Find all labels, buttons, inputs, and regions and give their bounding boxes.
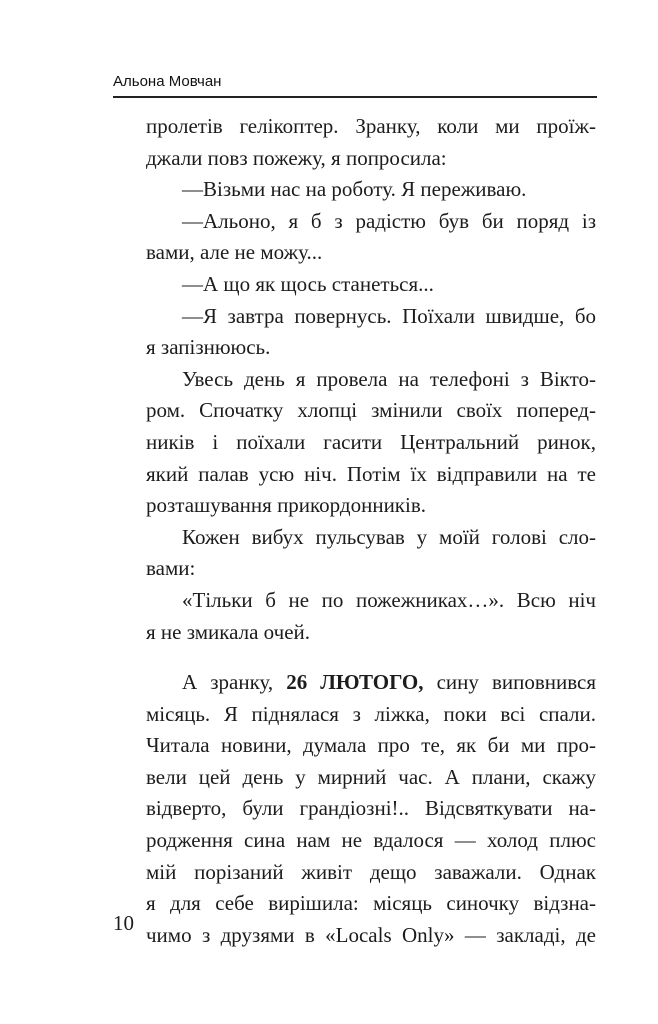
text-line: вами: xyxy=(146,556,196,581)
text-line: який палав усю ніч. Потім їх відправили на те xyxy=(146,461,596,486)
date-emphasis: 26 ЛЮТОГО, xyxy=(286,670,424,695)
text-line: я для себе вирішила: місяць синочку відзна- xyxy=(146,891,596,916)
text-line: я не змикала очей. xyxy=(146,619,311,644)
text-line: ром. Спочатку хлопці змінили своїх поперед- xyxy=(146,398,596,423)
running-header-author: Альона Мовчан xyxy=(113,73,222,90)
text-line: —Альоно, я б з радістю був би поряд із xyxy=(182,208,596,233)
text-line: —Я завтра повернусь. Поїхали швидше, бо xyxy=(182,303,596,328)
text-line: розташування прикордонників. xyxy=(146,493,427,518)
text-line: Увесь день я провела на телефоні з Вікто- xyxy=(182,366,596,391)
text-segment: сину виповнився xyxy=(423,670,597,695)
text-line: джали повз пожежу, я попросила: xyxy=(146,145,447,170)
text-line: ників і поїхали гасити Центральний ринок, xyxy=(146,429,596,454)
text-line xyxy=(146,667,596,699)
text-line: вели цей день у мирний час. А плани, скажу xyxy=(146,764,596,789)
text-line: місяць. Я піднялася з ліжка, поки всі спали. xyxy=(146,701,596,726)
text-line: —А що як щось станеться... xyxy=(182,271,434,296)
body-text xyxy=(146,111,596,951)
text-line: пролетів гелікоптер. Зранку, коли ми проїж- xyxy=(146,114,596,138)
text-line: я запізнююсь. xyxy=(146,335,271,360)
text-line: —Візьми нас на роботу. Я переживаю. xyxy=(182,177,527,202)
text-line: «Тільки б не по пожежниках…». Всю ніч xyxy=(182,587,596,612)
text-line: Читала новини, думала про те, як би ми про- xyxy=(146,733,596,758)
text-line: мій порізаний живіт дещо заважали. Однак xyxy=(146,859,596,884)
text-line: родження сина нам не вдалося — холод плюс xyxy=(146,828,596,853)
text-line: Кожен вибух пульсував у моїй голові сло- xyxy=(182,524,596,549)
header-rule xyxy=(113,96,597,98)
text-segment: А зранку, xyxy=(182,670,287,695)
page-number: 10 xyxy=(113,911,134,935)
section-1 xyxy=(146,111,596,648)
text-line: відверто, були грандіозні!.. Відсвяткувати на- xyxy=(146,796,596,821)
text-line: вами, але не можу... xyxy=(146,240,323,265)
text-line: чимо з друзями в «Locals Only» — закладі, де xyxy=(146,922,596,947)
section-2 xyxy=(146,667,596,951)
